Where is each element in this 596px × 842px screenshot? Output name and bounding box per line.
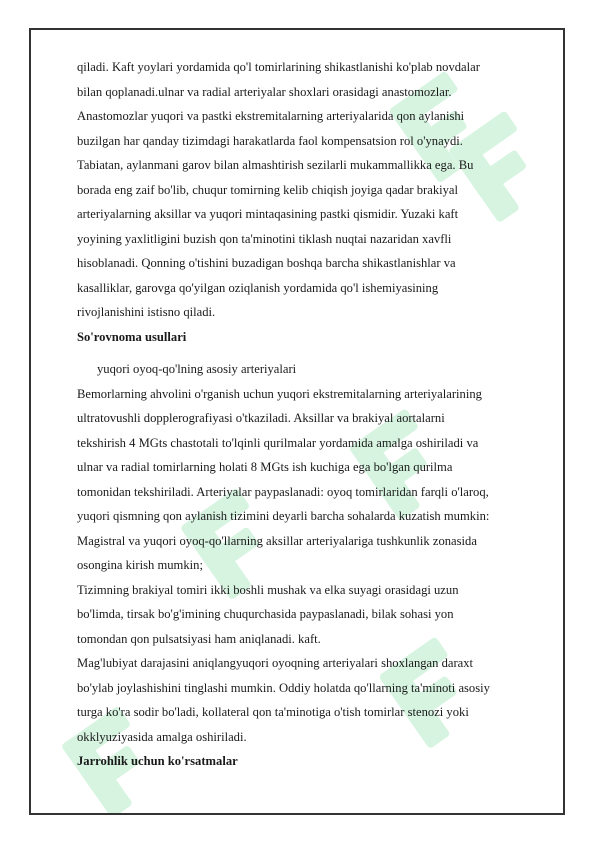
paragraph-4 — [77, 651, 545, 749]
text-line: qiladi. Kaft yoylari yordamida qo'l tomirlarining shikastlanishi ko'plab novdalar — [77, 60, 480, 74]
text-line: yuqori qismning qon aylanish tizimini deyarli barcha sohalarda kuzatish mumkin: — [77, 509, 490, 523]
text-line: tekshirish 4 MGts chastotali to'lqinli qurilmalar yordamida amalga oshiriladi va — [77, 435, 479, 450]
paragraph-2 — [77, 382, 545, 578]
text-line: bo'ylab joylashishini tinglashi mumkin. Oddiy holatda qo'llarning ta'minoti asosiy — [77, 680, 490, 695]
section-heading-survey-methods: So'rovnoma usullari — [77, 329, 187, 344]
text-line: tomondan qon pulsatsiyasi ham aniqlanadi. kaft. — [77, 631, 321, 646]
text-line: buzilgan har qanday tizimdagi harakatlarda faol kompensatsion rol o'ynaydi. — [77, 133, 463, 148]
text-line: hisoblanadi. Qonning o'tishini buzadigan boshqa barcha shikastlanishlar va — [77, 256, 456, 270]
text-line: Tabiatan, aylanmani garov bilan almashtirish sezilarli mukammallikka ega. Bu — [77, 158, 474, 172]
text-line: bo'limda, tirsak bo'g'imining chuqurchasida paypaslanadi, bilak sohasi yon — [77, 607, 454, 621]
document-body — [77, 55, 545, 774]
text-line: rivojlanishini istisno qiladi. — [77, 305, 216, 319]
text-line: tomonidan tekshiriladi. Arteriyalar paypaslanadi: oyoq tomirlaridan farqli o'laroq, — [77, 484, 489, 499]
indented-subheading: yuqori oyoq-qo'lning asosiy arteriyalari — [97, 362, 297, 376]
text-line: turga ko'ra sodir bo'ladi, kollateral qon ta'minotiga o'tish tomirlar stenozi yoki — [77, 705, 469, 719]
text-line: Mag'lubiyat darajasini aniqlangyuqori oyoqning arteriyalari shoxlangan daraxt — [77, 656, 474, 670]
text-line: Magistral va yuqori oyoq-qo'llarning aksillar arteriyalariga tushkunlik zonasida — [77, 533, 477, 548]
text-line: ultratovushli dopplerografiyasi o'tkaziladi. Aksillar va brakiyal aortalarni — [77, 411, 445, 425]
text-line: bilan qoplanadi.ulnar va radial arteriyalar shoxlari orasidagi anastomozlar. — [77, 84, 452, 99]
page-frame — [29, 28, 565, 815]
text-line: Anastomozlar yuqori va pastki ekstremitalarning arteriyalarida qon aylanishi — [77, 109, 465, 123]
paragraph-1 — [77, 55, 545, 325]
text-line: kasalliklar, garovga qo'yilgan oziqlanish yordamida qo'l ishemiyasining — [77, 280, 439, 295]
section-heading-surgery-indications: Jarrohlik uchun ko'rsatmalar — [77, 754, 238, 768]
text-line: ulnar va radial tomirlarning holati 8 MGts ish kuchiga ega bo'lgan qurilma — [77, 460, 453, 474]
text-line: Bemorlarning ahvolini o'rganish uchun yuqori ekstremitalarning arteriyalarining — [77, 386, 482, 401]
text-line: arteriyalarning aksillar va yuqori mintaqasining pastki qismidir. Yuzaki kaft — [77, 207, 459, 221]
text-line: borada eng zaif bo'lib, chuqur tomirning kelib chiqish joyiga qadar brakiyal — [77, 182, 459, 197]
text-line: Tizimning brakiyal tomiri ikki boshli mushak va elka suyagi orasidagi uzun — [77, 582, 459, 597]
text-line: osongina kirish mumkin; — [77, 558, 203, 572]
paragraph-3 — [77, 578, 545, 652]
text-line: yoyining yaxlitligini buzish qon ta'minotini tiklash nuqtai nazaridan xavfli — [77, 231, 452, 246]
text-line: okklyuziyasida amalga oshiriladi. — [77, 729, 247, 744]
